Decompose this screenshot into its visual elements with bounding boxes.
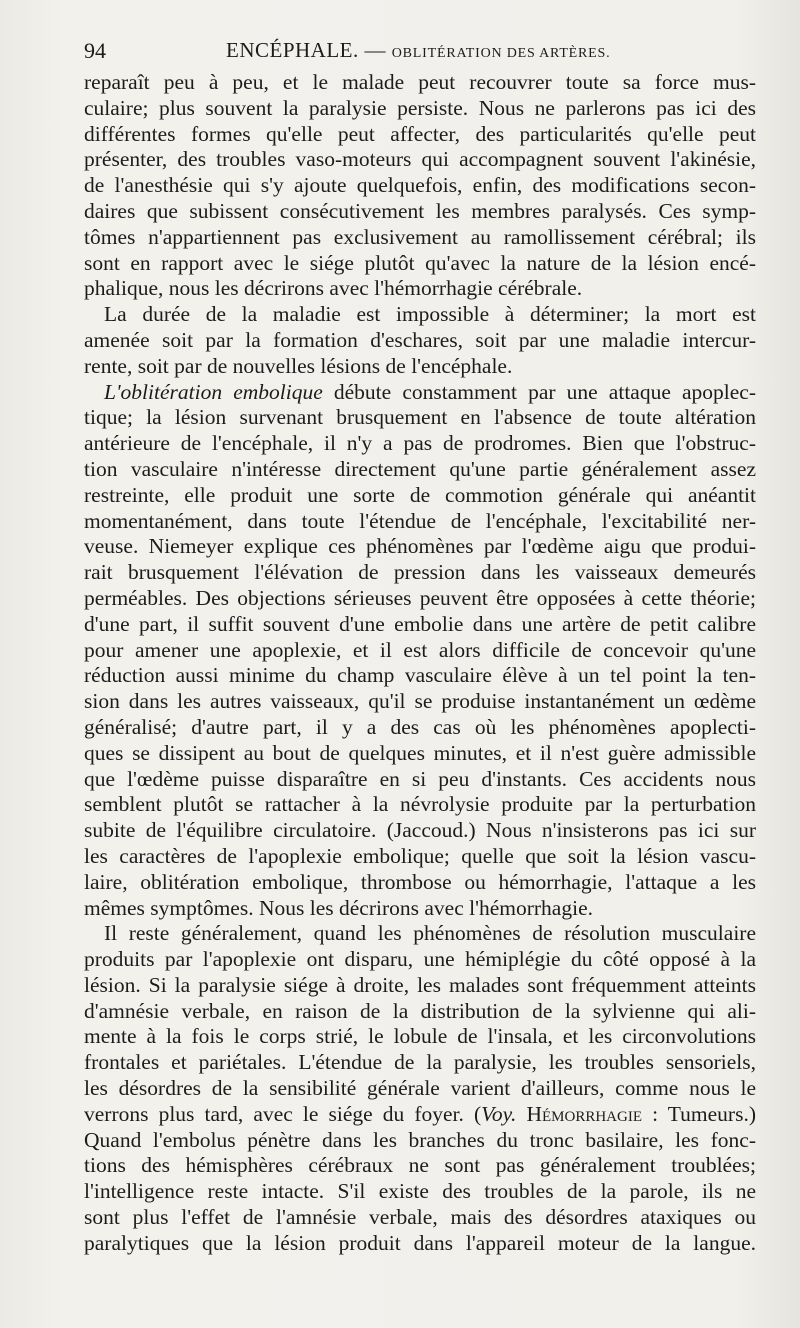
text-line: veuse. Niemeyer explique ces phénomènes par l'œdème aigu que produi- bbox=[84, 534, 756, 559]
italic-lead: L'oblitération embolique bbox=[104, 379, 323, 404]
text-line: semblent plutôt se rattacher à la névrolysie produite par la perturbation bbox=[84, 792, 756, 817]
text-line: laire, oblitération embolique, thrombose ou hémorrhagie, l'attaque a les bbox=[84, 869, 756, 894]
text-line-start: verrons plus tard, avec le siége du foyer. bbox=[84, 1101, 464, 1126]
text-line bbox=[84, 380, 756, 406]
text-line: mêmes symptômes. Nous les décrirons avec l'hémorrhagie. bbox=[84, 895, 593, 920]
text-line: perméables. Des objections sérieuses peuvent être opposées à cette théorie; bbox=[84, 585, 756, 610]
text-line: tions des hémisphères cérébraux ne sont pas généralement troublées; bbox=[84, 1153, 756, 1178]
text-line: momentanément, dans toute l'étendue de l'encéphale, l'excitabilité ner- bbox=[84, 508, 756, 533]
running-head-title: ENCÉPHALE. bbox=[226, 38, 359, 62]
text-line: tômes n'appartiennent pas exclusivement au ramollissement cérébral; ils bbox=[84, 224, 756, 249]
ref-open: ( bbox=[473, 1101, 482, 1126]
text-line: de l'anesthésie qui s'y ajoute quelquefois, enfin, des modifications secon- bbox=[84, 173, 756, 198]
text-line: antérieure de l'encéphale, il n'y a pas de prodromes. Bien que l'obstruc- bbox=[84, 431, 756, 456]
text-line: sion dans les autres vaisseaux, qu'il se produise instantanément un œdème bbox=[84, 689, 756, 714]
text-line: reparaît peu à peu, et le malade peut recouvrer toute sa force mus- bbox=[84, 70, 756, 94]
text-line bbox=[84, 1102, 756, 1128]
text-line: pour amener une apoplexie, et il est alors difficile de concevoir qu'une bbox=[84, 637, 756, 662]
text-line: tique; la lésion survenant brusquement en l'absence de toute altération bbox=[84, 405, 756, 430]
text-line: que l'œdème puisse disparaître en si peu d'instants. Ces accidents nous bbox=[84, 766, 756, 791]
page-number: 94 bbox=[84, 38, 106, 63]
text-line: d'amnésie verbale, en raison de la distribution de la sylvienne qui ali- bbox=[84, 998, 756, 1023]
text-line: produits par l'apoplexie ont disparu, une hémiplégie du côté opposé à la bbox=[84, 947, 756, 972]
ref-voy: Voy. bbox=[481, 1101, 517, 1126]
text-line: subite de l'équilibre circulatoire. (Jaccoud.) Nous n'insisterons pas ici sur bbox=[84, 818, 756, 843]
text-line: Quand l'embolus pénètre dans les branches du tronc basilaire, les fonc- bbox=[84, 1127, 756, 1152]
text-line: sont plus l'effet de l'amnésie verbale, mais des désordres ataxiques ou bbox=[84, 1205, 756, 1230]
text-line: l'intelligence reste intacte. S'il existe des troubles de la parole, ils ne bbox=[84, 1179, 756, 1204]
text-line: La durée de la maladie est impossible à déterminer; la mort est bbox=[104, 302, 756, 327]
running-head-subtitle: OBLITÉRATION DES ARTÈRES. bbox=[391, 46, 611, 61]
text-line: tion vasculaire n'intéresse directement qu'une partie généralement assez bbox=[84, 456, 756, 481]
text-line: rait brusquement l'élévation de pression dans les vaisseaux demeurés bbox=[84, 560, 756, 585]
text-line: lésion. Si la paralysie siége à droite, les malades sont fréquemment atteints bbox=[84, 972, 756, 997]
text-line-rest: débute constamment par une attaque apoplec- bbox=[333, 379, 756, 404]
text-line: phalique, nous les décrirons avec l'hémorrhagie cérébrale. bbox=[84, 276, 583, 301]
ref-tail: : Tumeurs.) bbox=[642, 1101, 756, 1126]
page-header bbox=[84, 38, 756, 70]
running-head bbox=[226, 38, 610, 63]
text-line: restreinte, elle produit une sorte de commotion générale qui anéantit bbox=[84, 482, 756, 507]
text-line: culaire; plus souvent la paralysie persiste. Nous ne parlerons pas ici des bbox=[84, 95, 756, 120]
text-line: paralytiques que la lésion produit dans l'appareil moteur de la langue. bbox=[84, 1230, 756, 1255]
text-line: différentes formes qu'elle peut affecter, des particularités qu'elle peut bbox=[84, 121, 756, 146]
text-line: généralisé; d'autre part, il y a des cas où les phénomènes apoplecti- bbox=[84, 714, 756, 739]
text-line: les caractères de l'apoplexie embolique; quelle que soit la lésion vascu- bbox=[84, 843, 756, 868]
text-line: frontales et pariétales. L'étendue de la paralysie, les troubles sensoriels, bbox=[84, 1050, 756, 1075]
running-head-separator: — bbox=[364, 38, 386, 62]
cross-reference bbox=[474, 1102, 756, 1126]
text-line: rente, soit par de nouvelles lésions de l'encéphale. bbox=[84, 353, 513, 378]
ref-word: Hémorrhagie bbox=[526, 1101, 643, 1126]
text-line: les désordres de la sensibilité générale varient d'ailleurs, comme nous le bbox=[84, 1076, 756, 1101]
text-line: Il reste généralement, quand les phénomènes de résolution musculaire bbox=[104, 921, 756, 946]
text-line: d'une part, il suffit souvent d'une embolie dans une artère de petit calibre bbox=[84, 611, 756, 636]
text-line: présenter, des troubles vaso-moteurs qui accompagnent souvent l'akinésie, bbox=[84, 147, 756, 172]
text-line: réduction aussi minime du champ vasculaire élève à un tel point la ten- bbox=[84, 663, 756, 688]
text-line: sont en rapport avec le siége plutôt qu'avec la nature de la lésion encé- bbox=[84, 250, 756, 275]
text-line: ques se dissipent au bout de quelques minutes, et il n'est guère admissible bbox=[84, 740, 756, 765]
text-line: daires que subissent consécutivement les membres paralysés. Ces symp- bbox=[84, 198, 756, 223]
text-line: amenée soit par la formation d'eschares, soit par une maladie intercur- bbox=[84, 327, 756, 352]
text-line: mente à la fois le corps strié, le lobule de l'insala, et les circonvolutions bbox=[84, 1024, 756, 1049]
body-text bbox=[84, 70, 756, 1257]
